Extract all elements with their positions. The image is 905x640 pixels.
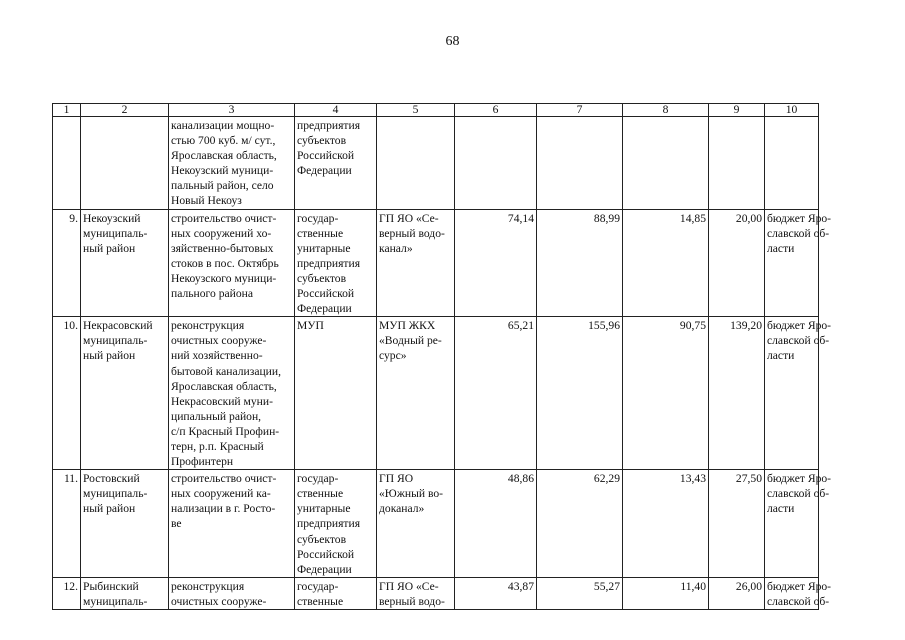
owner-line: Федерации: [297, 164, 352, 178]
project-line: Новый Некоуз: [171, 194, 242, 208]
project-line: с/п Красный Профин-: [171, 424, 280, 438]
project-line: зяйственно-бытовых: [171, 241, 274, 255]
owner-line: предприятия: [297, 256, 361, 270]
operator-line: сурс»: [379, 349, 407, 363]
header-cell: 8: [623, 104, 709, 117]
project-line: Некоузский муници-: [171, 164, 274, 178]
owner-line: субъектов: [297, 532, 347, 546]
owner-line: предприятия: [297, 119, 361, 132]
owner-line: государ-: [297, 211, 339, 225]
operator-line: верный водо-: [379, 226, 445, 240]
project-line: пальный район, село: [171, 179, 274, 193]
row-index-cell: 9.: [53, 209, 81, 317]
table-row: [53, 209, 819, 317]
district-cell: [81, 117, 169, 210]
district-line: Ростовский: [83, 472, 140, 486]
project-line: реконструкция: [171, 319, 245, 333]
owner-line: МУП: [297, 319, 324, 333]
operator-cell: [377, 209, 455, 317]
value-cell-6: 43,87: [455, 577, 537, 609]
project-cell: [169, 577, 295, 609]
header-cell: 3: [169, 104, 295, 117]
project-line: стоков в пос. Октябрь: [171, 256, 279, 270]
district-line: ный район: [83, 349, 136, 363]
value-cell-9: 27,50: [709, 470, 765, 578]
header-cell: 2: [81, 104, 169, 117]
project-line: Профинтерн: [171, 455, 234, 469]
owner-line: государ-: [297, 472, 339, 486]
project-line: ний хозяйственно-: [171, 349, 263, 363]
project-line: Ярославская область,: [171, 379, 277, 393]
value-cell-7: 62,29: [537, 470, 623, 578]
value-cell-7: 55,27: [537, 577, 623, 609]
value-cell-8: 13,43: [623, 470, 709, 578]
owner-line: Российской: [297, 287, 355, 301]
district-cell: [81, 209, 169, 317]
funding-source-line: бюджет Яро-: [767, 211, 832, 225]
district-line: ный район: [83, 502, 136, 516]
value-cell-6: 48,86: [455, 470, 537, 578]
value-cell-9: 20,00: [709, 209, 765, 317]
header-cell: 6: [455, 104, 537, 117]
header-cell: 10: [765, 104, 819, 117]
project-line: ципальный район,: [171, 409, 262, 423]
funding-source-line: бюджет Яро-: [767, 472, 832, 486]
owner-line: ственные: [297, 594, 344, 608]
owner-line: Российской: [297, 547, 355, 561]
funding-source-cell: [765, 209, 832, 317]
value-cell-7: [537, 117, 623, 210]
project-line: канализации мощно-: [171, 119, 275, 132]
value-cell-9: 139,20: [709, 317, 765, 470]
owner-line: Федерации: [297, 302, 352, 316]
table-row: [53, 577, 819, 609]
table-row: [53, 470, 819, 578]
owner-line: субъектов: [297, 271, 347, 285]
project-line: ных сооружений хо-: [171, 226, 272, 240]
page-number: 68: [445, 34, 460, 49]
owner-cell: [295, 577, 377, 609]
owner-cell: [295, 117, 377, 210]
row-index-cell: 11.: [53, 470, 81, 578]
table-row: [53, 317, 819, 470]
funding-source-line: славской об-: [767, 334, 830, 348]
funding-source-line: бюджет Яро-: [767, 579, 832, 593]
district-line: ный район: [83, 241, 136, 255]
operator-cell: [377, 117, 455, 210]
district-cell: [81, 577, 169, 609]
operator-line: ГП ЯО: [379, 472, 414, 486]
owner-line: ственные: [297, 226, 344, 240]
district-line: муниципаль-: [83, 334, 148, 348]
owner-line: ственные: [297, 487, 344, 501]
value-cell-6: [455, 117, 537, 210]
funding-source-line: славской об-: [767, 487, 830, 501]
operator-line: «Водный ре-: [379, 334, 442, 348]
operator-line: МУП ЖКХ: [379, 319, 436, 333]
data-table: [52, 103, 832, 610]
project-line: Ярославская область,: [171, 149, 277, 163]
value-cell-8: 90,75: [623, 317, 709, 470]
value-cell-8: 11,40: [623, 577, 709, 609]
owner-cell: [295, 209, 377, 317]
owner-line: предприятия: [297, 517, 361, 531]
project-line: бытовой канализации,: [171, 364, 281, 378]
project-line: нализации в г. Росто-: [171, 502, 276, 516]
header-cell: 5: [377, 104, 455, 117]
project-line: ве: [171, 517, 182, 531]
value-cell-7: 88,99: [537, 209, 623, 317]
project-line: строительство очист-: [171, 472, 277, 486]
owner-cell: [295, 317, 377, 470]
funding-source-line: славской об-: [767, 226, 830, 240]
operator-line: «Южный во-: [379, 487, 444, 501]
funding-source-cell: [765, 317, 832, 470]
funding-source-line: славской об-: [767, 594, 830, 608]
district-cell: [81, 470, 169, 578]
district-line: Некоузский: [83, 211, 141, 225]
funding-source-cell: [765, 117, 819, 210]
owner-line: Российской: [297, 149, 355, 163]
owner-line: унитарные: [297, 241, 351, 255]
operator-line: доканал»: [379, 502, 425, 516]
owner-line: Федерации: [297, 562, 352, 576]
value-cell-8: [623, 117, 709, 210]
value-cell-7: 155,96: [537, 317, 623, 470]
operator-cell: [377, 470, 455, 578]
project-line: ных сооружений ка-: [171, 487, 271, 501]
project-cell: [169, 470, 295, 578]
operator-line: верный водо-: [379, 594, 445, 608]
table-header-row: [53, 104, 819, 117]
value-cell-9: 26,00: [709, 577, 765, 609]
operator-line: канал»: [379, 241, 413, 255]
header-cell: 9: [709, 104, 765, 117]
district-line: Рыбинский: [83, 579, 139, 593]
row-index-cell: 12.: [53, 577, 81, 609]
project-line: очистных сооруже-: [171, 594, 267, 608]
operator-cell: [377, 577, 455, 609]
row-index-cell: 10.: [53, 317, 81, 470]
owner-line: субъектов: [297, 134, 347, 148]
row-index-cell: [53, 117, 81, 210]
operator-line: ГП ЯО «Се-: [379, 579, 439, 593]
value-cell-6: 65,21: [455, 317, 537, 470]
owner-cell: [295, 470, 377, 578]
project-cell: [169, 117, 295, 210]
header-cell: 1: [53, 104, 81, 117]
project-line: реконструкция: [171, 579, 245, 593]
funding-source-line: бюджет Яро-: [767, 319, 832, 333]
operator-line: ГП ЯО «Се-: [379, 211, 439, 225]
project-cell: [169, 317, 295, 470]
table-row: [53, 117, 819, 210]
header-cell: 7: [537, 104, 623, 117]
funding-source-line: ласти: [767, 502, 795, 516]
project-line: стью 700 куб. м/ сут.,: [171, 134, 276, 148]
district-line: муниципаль-: [83, 226, 148, 240]
district-line: муниципаль-: [83, 594, 148, 608]
district-cell: [81, 317, 169, 470]
owner-line: унитарные: [297, 502, 351, 516]
district-line: муниципаль-: [83, 487, 148, 501]
district-line: Некрасовский: [83, 319, 153, 333]
project-line: Некоузского муници-: [171, 271, 277, 285]
project-cell: [169, 209, 295, 317]
funding-source-line: ласти: [767, 349, 795, 363]
project-line: очистных сооруже-: [171, 334, 267, 348]
owner-line: государ-: [297, 579, 339, 593]
funding-source-cell: [765, 470, 832, 578]
project-line: Некрасовский муни-: [171, 394, 273, 408]
funding-source-line: ласти: [767, 241, 795, 255]
funding-source-cell: [765, 577, 832, 609]
value-cell-8: 14,85: [623, 209, 709, 317]
project-line: строительство очист-: [171, 211, 277, 225]
project-line: терн, р.п. Красный: [171, 439, 264, 453]
operator-cell: [377, 317, 455, 470]
value-cell-9: [709, 117, 765, 210]
project-line: пального района: [171, 287, 253, 301]
value-cell-6: 74,14: [455, 209, 537, 317]
header-cell: 4: [295, 104, 377, 117]
